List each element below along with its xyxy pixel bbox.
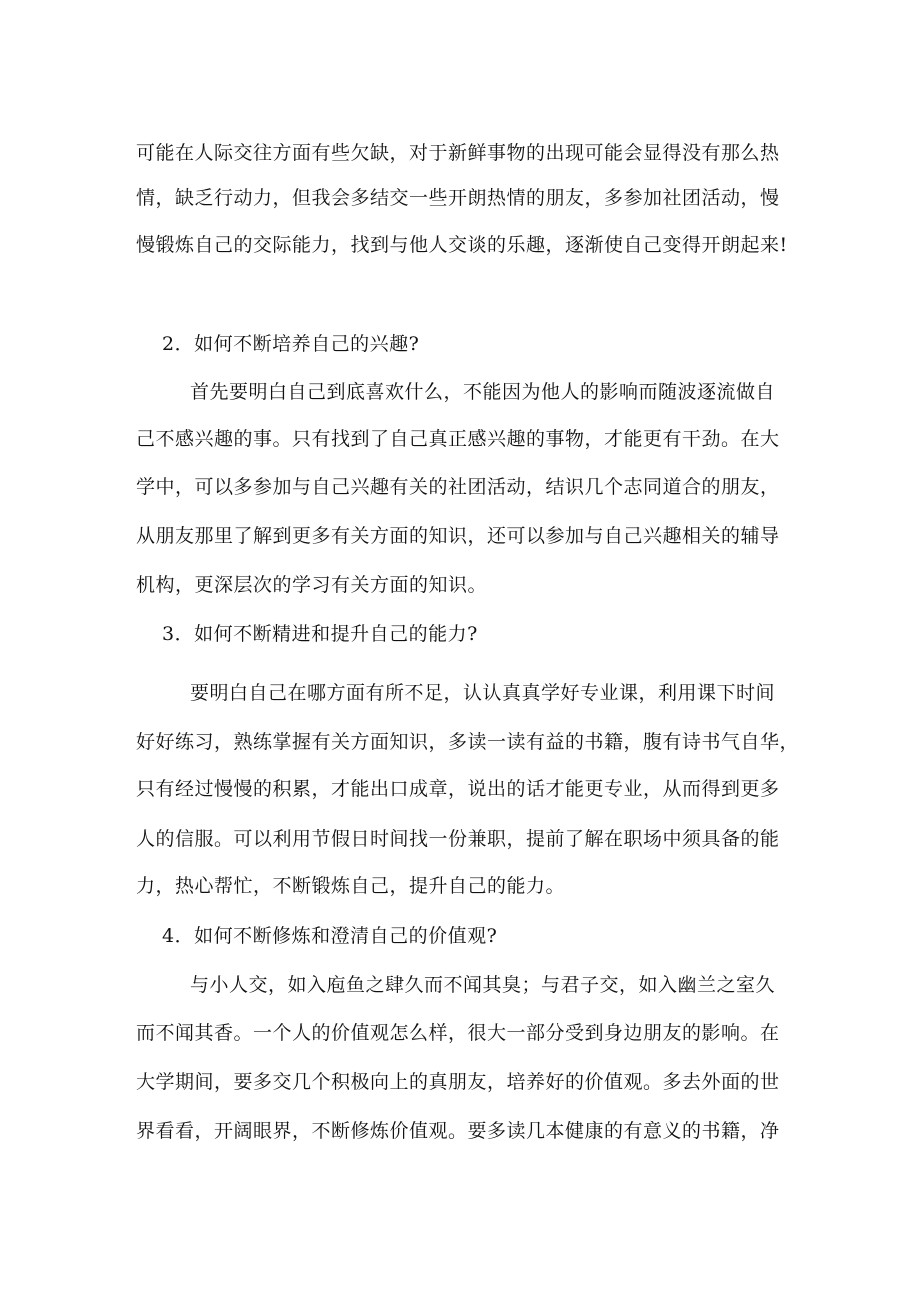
section-2-heading: 2．如何不断培养自己的兴趣?	[162, 333, 420, 355]
section-2-line-1: 首先要明白自己到底喜欢什么，不能因为他人的影响而随波逐流做自	[190, 381, 776, 403]
section-4-line-2: 而不闻其香。一个人的价值观怎么样，很大一部分受到身边朋友的影响。在	[136, 1022, 780, 1044]
section-3-line-2: 好好练习，熟练掌握有关方面知识，多读一读有益的书籍，腹有诗书气自华，	[136, 731, 800, 753]
section-2-line-2: 己不感兴趣的事。只有找到了自己真正感兴趣的事物，才能更有干劲。在大	[136, 428, 780, 450]
section-4-heading: 4．如何不断修炼和澄清自己的价值观?	[162, 925, 498, 947]
section-3-line-1: 要明白自己在哪方面有所不足，认认真真学好专业课，利用课下时间	[190, 682, 776, 704]
section-3-line-4: 人的信服。可以利用节假日时间找一份兼职，提前了解在职场中须具备的能	[136, 828, 780, 850]
intro-line-3: 慢锻炼自己的交际能力，找到与他人交谈的乐趣，逐渐使自己变得开朗起来!	[136, 234, 788, 256]
section-3-heading: 3．如何不断精进和提升自己的能力?	[162, 623, 478, 645]
section-4-line-3: 大学期间，要多交几个积极向上的真朋友，培养好的价值观。多去外面的世	[136, 1071, 780, 1093]
intro-line-1: 可能在人际交往方面有些欠缺，对于新鲜事物的出现可能会显得没有那么热	[136, 142, 780, 164]
section-4-line-4: 界看看，开阔眼界，不断修炼价值观。要多读几本健康的有意义的书籍，净	[136, 1120, 780, 1142]
section-4-line-1: 与小人交，如入庖鱼之肆久而不闻其臭；与君子交，如入幽兰之室久	[190, 974, 776, 996]
section-3-line-3: 只有经过慢慢的积累，才能出口成章，说出的话才能更专业，从而得到更多	[136, 778, 780, 800]
section-2-line-3: 学中，可以多参加与自己兴趣有关的社团活动，结识几个志同道合的朋友，	[136, 476, 780, 498]
intro-line-2: 情，缺乏行动力，但我会多结交一些开朗热情的朋友，多参加社团活动，慢	[136, 187, 780, 209]
section-2-line-4: 从朋友那里了解到更多有关方面的知识，还可以参加与自己兴趣相关的辅导	[136, 525, 780, 547]
section-2-line-5: 机构，更深层次的学习有关方面的知识。	[136, 574, 488, 596]
section-3-line-5: 力，热心帮忙，不断锻炼自己，提升自己的能力。	[136, 875, 566, 897]
